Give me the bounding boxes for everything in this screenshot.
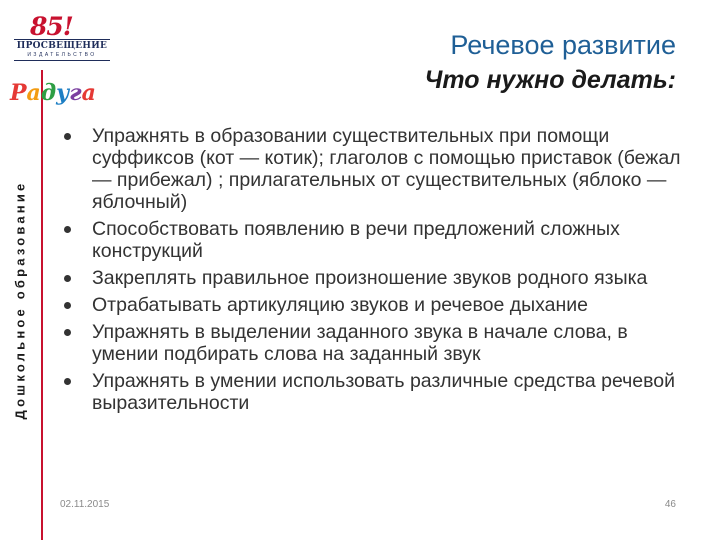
bullet-item [64,267,694,289]
bullet-item [64,125,694,213]
raduga-letter-1: Р [10,80,27,106]
left-divider [41,70,43,540]
bullet-item [64,370,694,414]
bullet-dot-icon [64,329,71,336]
bullet-text: Способствовать появлению в речи предложений сложных конструкций [92,218,620,262]
bullet-item [64,321,694,365]
page-number: 46 [664,499,676,510]
bullet-dot-icon [64,378,71,385]
slide-subtitle: Что нужно делать: [424,66,676,94]
slide-title: Речевое развитие [450,30,676,60]
bullet-text: Упражнять в образовании существительных при помощи суффиксов (кот — котик); глаголов с помощью приставок (бежал — прибежал) ; прилагательных от существительных (яблоко — яблочный) [92,125,681,213]
logo-publisher-label: ИЗДАТЕЛЬСТВО [14,52,110,61]
bullet-dot-icon [64,226,71,233]
footer-date: 02.11.2015 [60,499,110,510]
logo-brand-name: ПРОСВЕЩЕНИЕ [14,39,110,52]
logo-anniversary-number: 85! [30,12,73,41]
raduga-letter-2: а [26,80,41,106]
bullet-text: Отрабатывать артикуляцию звуков и речевое дыхание [92,294,589,316]
raduga-letter-6: а [81,80,96,106]
bullet-dot-icon [64,275,71,282]
bullet-dot-icon [64,302,71,309]
raduga-letter-3: д [40,80,57,106]
bullet-item [64,294,694,316]
bullet-item [64,218,694,262]
raduga-letter-5: г [69,80,82,106]
bullet-text: Упражнять в выделении заданного звука в начале слова, в умении подбирать слова на заданный звук [92,321,628,365]
raduga-letter-4: у [56,80,70,106]
vertical-section-label: Дошкольное образование [12,180,28,420]
raduga-logo-icon [8,76,96,108]
bullet-text: Закреплять правильное произношение звуков родного языка [92,267,648,289]
bullet-text: Упражнять в умении использовать различные средства речевой выразительности [92,370,676,414]
raduga-logo-text [9,80,96,106]
bullet-list [64,125,694,419]
bullet-dot-icon [64,133,71,140]
